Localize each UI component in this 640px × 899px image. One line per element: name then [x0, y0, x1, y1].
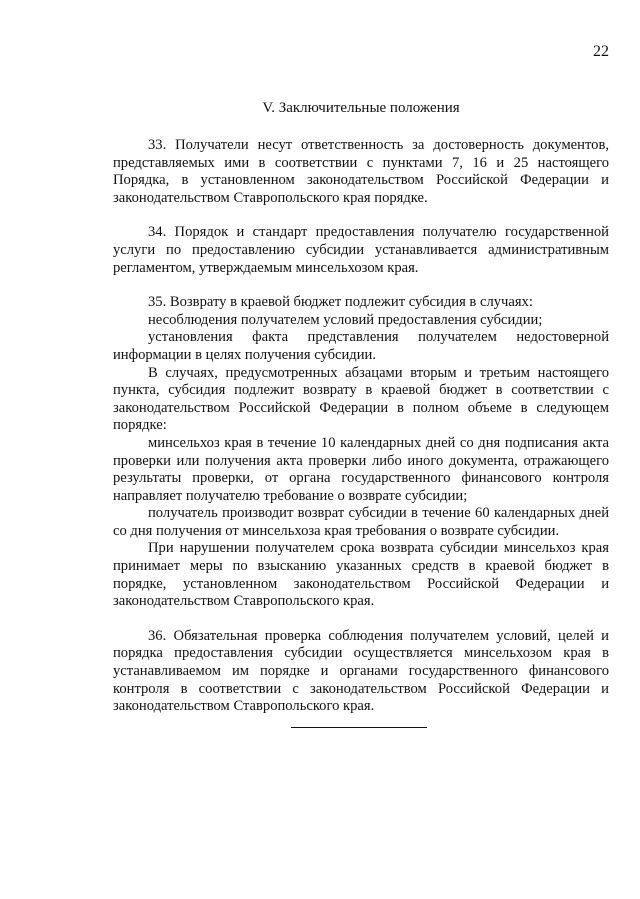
section-title: V. Заключительные положения: [262, 100, 460, 116]
paragraph-35-return-order: В случаях, предусмотренных абзацами вторым и третьим настоящего пункта, субсидия подлежит возврату в краевой бюджет в соответствии с законодательством Российской Федерации в полном объеме в следующем порядке:: [113, 364, 609, 434]
page-number: 22: [593, 43, 609, 60]
paragraph-35-case-1: несоблюдения получателем условий предоставления субсидии;: [148, 311, 543, 328]
document-body: [113, 99, 609, 716]
paragraph-34: 34. Порядок и стандарт предоставления получателю государственной услуги по предоставлению субсидии устанавливается административным регламентом, утверждаемым минсельхозом края.: [113, 224, 609, 276]
paragraph-35-intro: 35. Возврату в краевой бюджет подлежит субсидия в случаях:: [148, 294, 533, 311]
paragraph-36: 36. Обязательная проверка соблюдения получателем условий, целей и порядка предоставления субсидии осуществляется минсельхозом края в устанавливаемом им порядке и органами государственного финансового контроля в соответствии с законодательством Российской Федерации и законодательством Ставропольского края.: [113, 627, 609, 715]
paragraph-33: 33. Получатели несут ответственность за достоверность документов, представляемых ими в соответствии с пунктами 7, 16 и 25 настоящего Порядка, в установленном законодательством Российской Федерации и законодательством Ставропольского края порядке.: [113, 137, 609, 206]
paragraph-35-violation: При нарушении получателем срока возврата субсидии минсельхоз края принимает меры по взысканию указанных средств в краевой бюджет в порядке, установленном законодательством Российской Федерации и законодательством Ставропольского края.: [113, 540, 609, 610]
closing-divider: [291, 727, 427, 728]
paragraph-35-recipient-step: получатель производит возврат субсидии в течение 60 календарных дней со дня получения от минсельхоза края требования о возврате субсидии.: [113, 505, 609, 539]
paragraph-35-case-2: установления факта представления получателем недостоверной информации в целях получения субсидии.: [113, 329, 609, 363]
paragraph-35-ministry-step: минсельхоз края в течение 10 календарных дней со дня подписания акта проверки или получения акта проверки либо иного документа, отражающего результаты проверки, от органа государственного финансового контроля направляет получателю требование о возврате субсидии;: [113, 434, 609, 504]
